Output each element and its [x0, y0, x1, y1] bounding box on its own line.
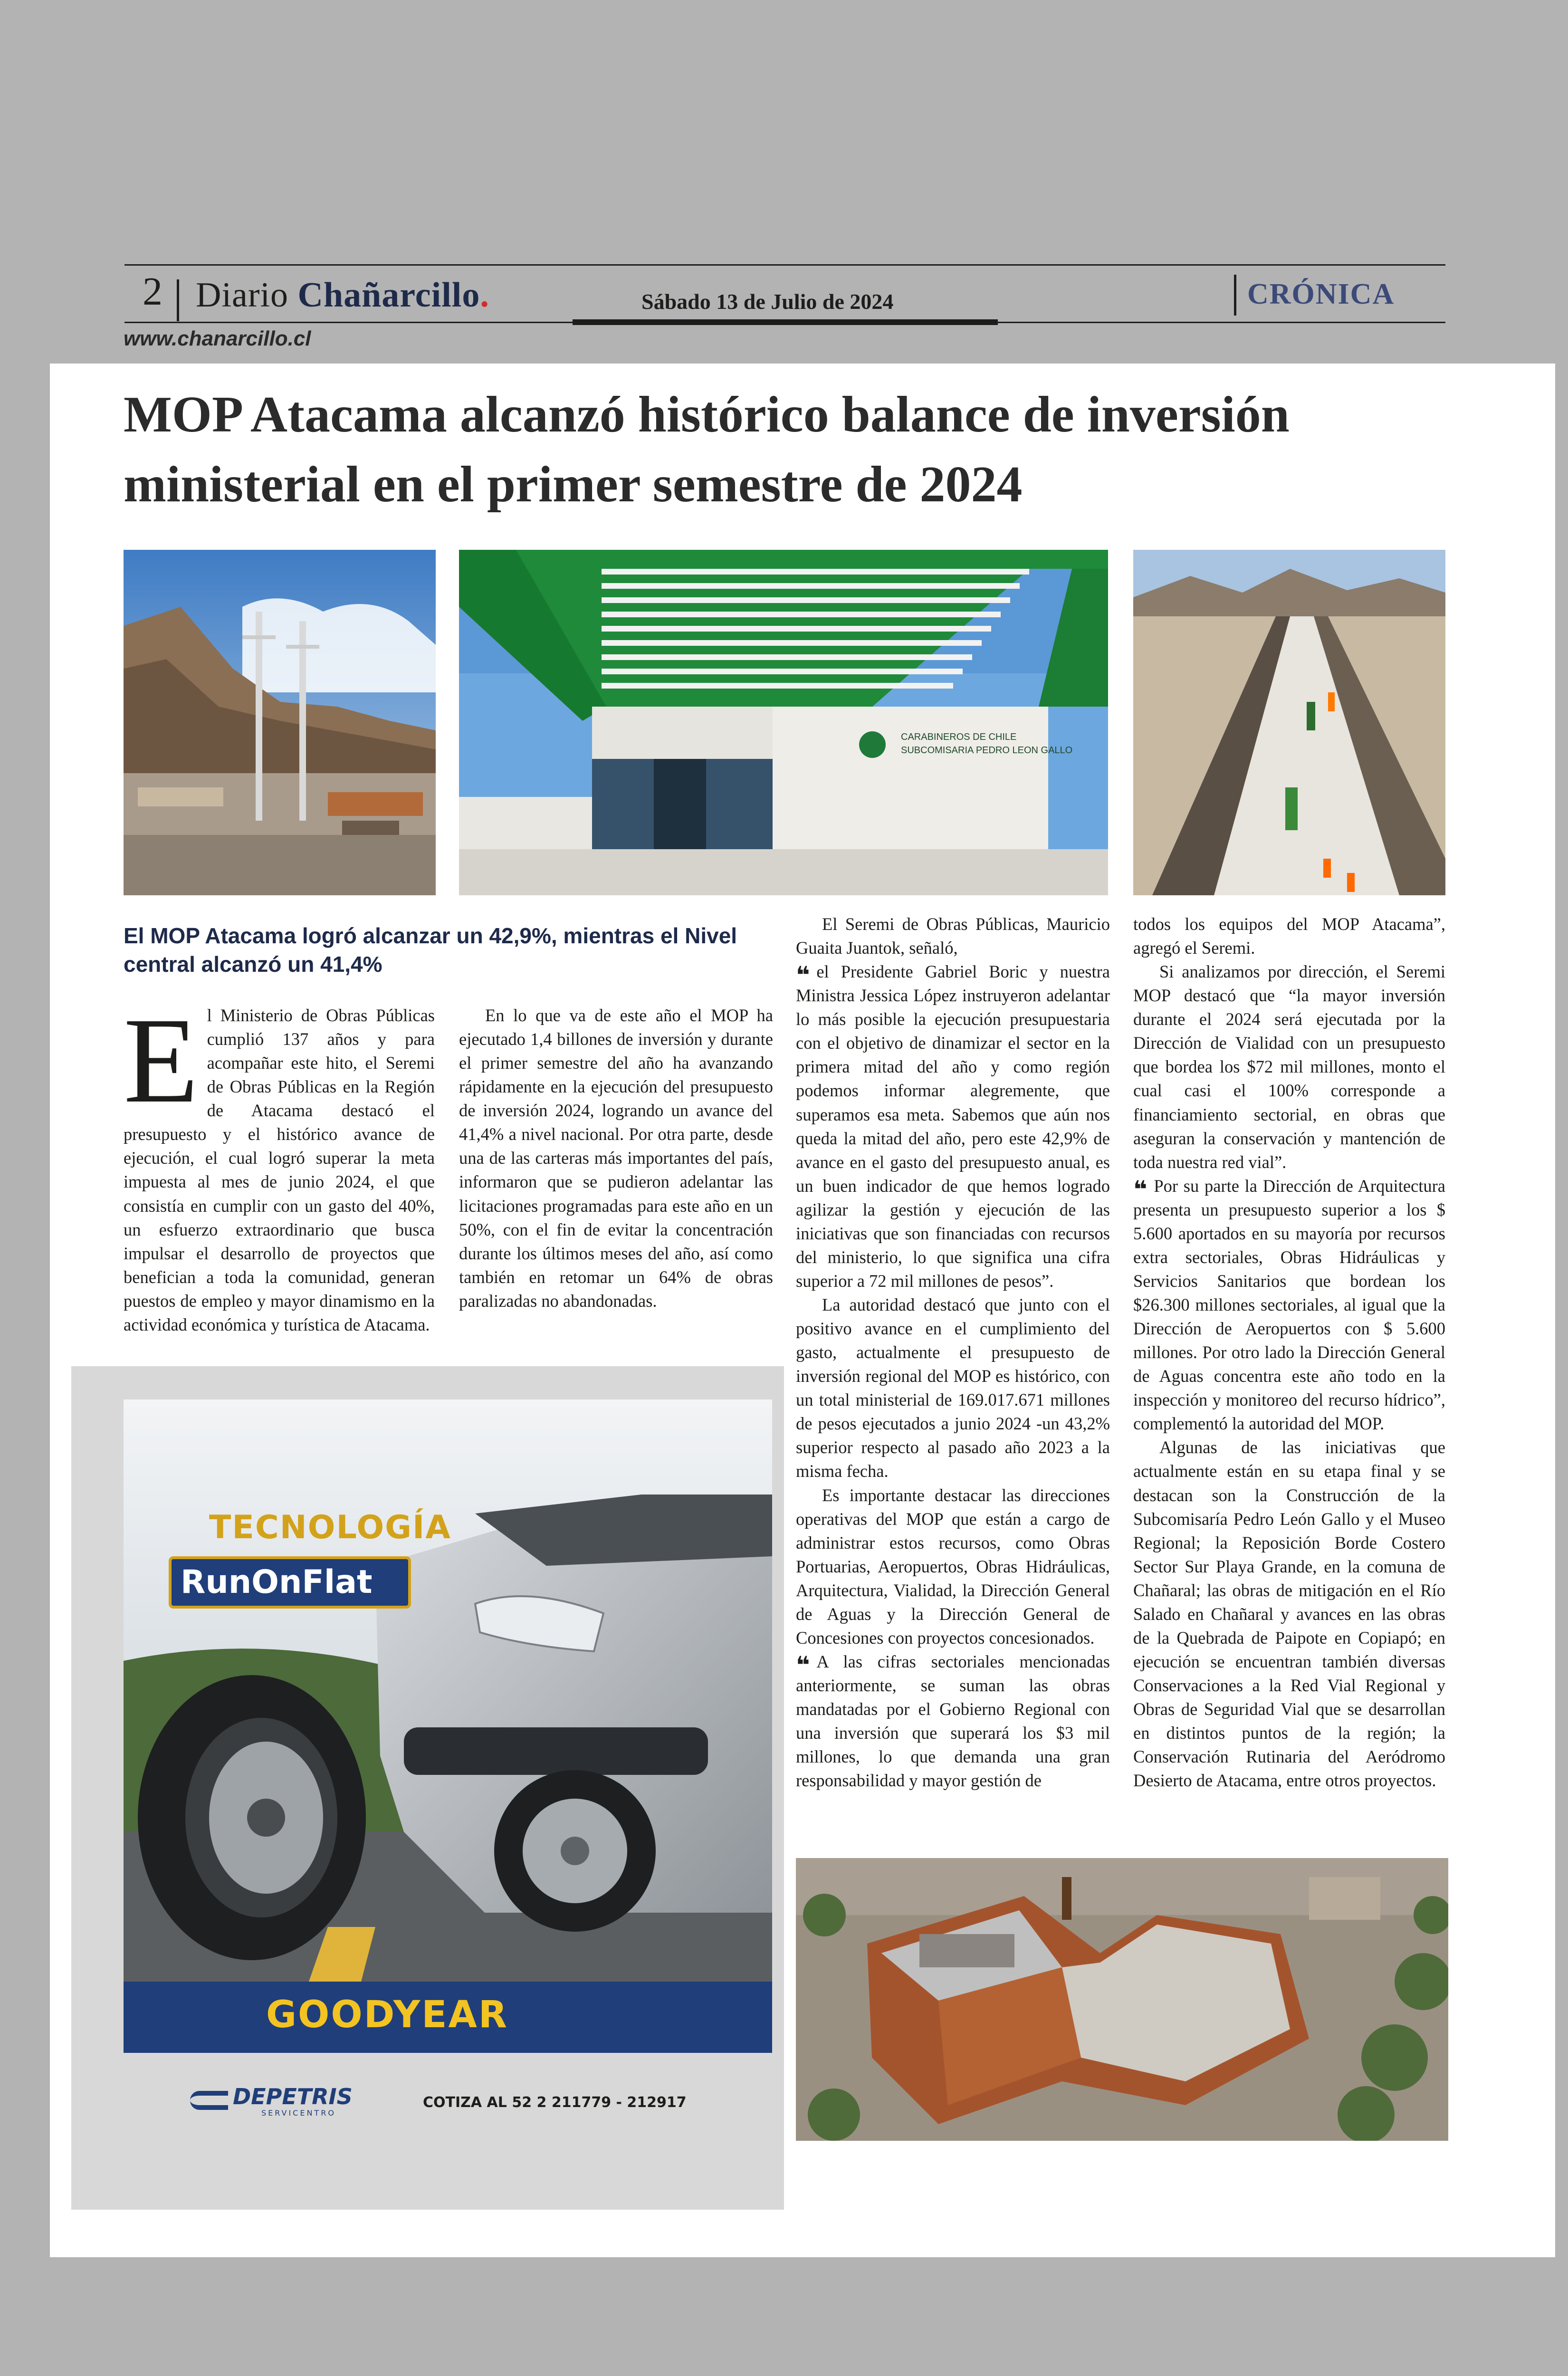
paper-name-main: Chañarcillo: [297, 276, 480, 315]
paper-name-dot: .: [480, 276, 489, 315]
paragraph: El Seremi de Obras Públicas, Mauricio Guaita Juantok, señaló,: [796, 914, 1110, 958]
text-column-2: [459, 1004, 773, 1313]
paragraph: En lo que va de este año el MOP ha ejecutado 1,4 billones de inversión y durante el primer semestre del año ha avanzando rápidamente en la ejecución del presupuesto de inversión 2024, logrando un avance del 41,4% a nivel nacional. Por otra parte, desde una de las carteras más importantes del país, informaron que se pudieron adelantar las licitaciones programadas para este año en un 50%, con el fin de evitar la concentración durante los últimos meses del año, así como también en retomar un 64% de obras paralizadas no abandonadas.: [459, 1006, 773, 1311]
paragraph-text: el Presidente Gabriel Boric y nuestra Ministra Jessica López instruyeron adelantar lo más posible la ejecución presupuestaria con el objetivo de dinamizar el sector en la primera mitad del año y como región podemos informar alegremente, que superamos esa meta. Sabemos que aún nos queda la mitad del año, pero este 42,9% de avance en el gasto del presupuesto anual, es un buen indicador de que hemos logrado agilizar la gestión y ejecución de las iniciativas que son financiadas con recursos del ministerio, lo que significa una cifra superior a 72 mil millones de pesos”.: [796, 962, 1110, 1291]
ad-artwork: [71, 1366, 784, 2210]
text-column-1: [124, 992, 435, 1337]
station-sign-line2: SUBCOMISARIA PEDRO LEON GALLO: [901, 745, 1073, 756]
photo-police-station: [459, 550, 1108, 895]
paragraph: Si analizamos por dirección, el Seremi MOP destacó que “la mayor inversión durante el 2024 será ejecutada por la Dirección de Vialidad con un presupuesto que bordea los $72 mil millones, monto el cual casi el 100% corresponde a financiamiento sectorial, en obras que aseguran la conservación y mantención de toda nuestra red vial”.: [1133, 962, 1445, 1172]
station-sign-line1: CARABINEROS DE CHILE: [901, 732, 1017, 742]
article-subhead: El MOP Atacama logró alcanzar un 42,9%, mientras el Nivel central alcanzó un 41,4%: [124, 923, 737, 977]
page-number-divider: [177, 279, 179, 321]
ad-runonflat-label: RunOnFlat: [181, 1563, 373, 1601]
article-headline: MOP Atacama alcanzó histórico balance de inversión ministerial en el primer semestre de 2024: [124, 386, 1290, 513]
quote-paragraph: [1133, 1174, 1445, 1436]
date-underline: [573, 319, 998, 325]
text-column-4: [1133, 912, 1445, 1792]
power-towers-image: [124, 550, 436, 895]
text-column-3: [796, 912, 1110, 1792]
quote-paragraph: [796, 1650, 1110, 1792]
photo-road-works: [1133, 550, 1445, 895]
page-number: 2: [143, 269, 163, 314]
section-name: CRÓNICA: [1247, 278, 1395, 310]
goodyear-advertisement[interactable]: [71, 1366, 784, 2210]
dealer-swoosh-icon: [190, 2091, 228, 2110]
paragraph-text: A las cifras sectoriales mencionadas anteriormente, se suman las obras mandatadas por el Gobierno Regional con una inversión que superará los $3 mil millones, lo que demanda una gran responsabilidad y mayor gestión de: [796, 1651, 1110, 1791]
paragraph: todos los equipos del MOP Atacama”, agregó el Seremi.: [1133, 914, 1445, 958]
quote-paragraph: [796, 960, 1110, 1293]
paper-name-prefix: Diario: [196, 276, 289, 315]
police-station-image: [459, 550, 1108, 895]
paragraph-text: l Ministerio de Obras Públicas cumplió 137 años y para acompañar este hito, el Seremi de Obras Públicas en la Región de Atacama destacó el presupuesto y el histórico avance de ejecución, el cual logró superar la meta impuesta al mes de junio 2024, el que consistía en cumplir con un gasto del 40%, un esfuerzo extraordinario que busca impulsar el desarrollo de proyectos que benefician a toda la comunidad, generan puestos de empleo y mayor dinamismo en la actividad económica y turística de Atacama.: [124, 1006, 435, 1334]
road-works-image: [1133, 550, 1445, 895]
photo-museum-aerial: [796, 1858, 1448, 2141]
paragraph: Algunas de las iniciativas que actualmente están en su etapa final y se destacan son la Construcción de la Subcomisaría Pedro León Gallo y el Museo Regional; la Reposición Borde Costero Sector Sur Playa Grande, en la comuna de Chañaral; las obras de mitigación en el Río Salado en Chañaral y avances en las obras de la Quebrada de Paipote en Copiapó; en ejecución se encuentran también diversas Conservaciones a la Red Vial Regional y Obras de Seguridad Vial que se desarrollan en distintos puntos de la región; la Conservación Rutinaria del Aeródromo Desierto de Atacama, entre otros proyectos.: [1133, 1437, 1445, 1791]
issue-date: Sábado 13 de Julio de 2024: [641, 289, 894, 314]
quote-mark-icon: ❝: [1133, 1175, 1147, 1203]
paragraph: [124, 992, 435, 1337]
header-top-rule: [124, 264, 1445, 266]
paragraph: Es importante destacar las direcciones operativas del MOP que están a cargo de administrar estos recursos, como Obras Portuarias, Aeropuertos, Obras Hidráulicas, Arquitectura, Vialidad, la Dirección General de Aguas y la Dirección General de Concesiones con proyectos concesionados.: [796, 1485, 1110, 1648]
quote-mark-icon: ❝: [796, 961, 810, 989]
paper-name: [196, 278, 489, 313]
quote-mark-icon: ❝: [796, 1651, 810, 1679]
website-url[interactable]: www.chanarcillo.cl: [124, 327, 311, 350]
ad-dealer-logo: [233, 2084, 353, 2109]
photo-power-towers: [124, 550, 436, 895]
ad-contact-phone[interactable]: COTIZA AL 52 2 211779 - 212917: [423, 2094, 687, 2111]
ad-dealer-subtitle: SERVICENTRO: [261, 2108, 336, 2117]
ad-dealer-name: DEPETRIS: [233, 2084, 353, 2109]
paragraph: La autoridad destacó que junto con el positivo avance en el cumplimiento del gasto, actualmente el presupuesto de inversión regional del MOP es histórico, con un total ministerial de 169.017.671 millones de pesos ejecutados a junio 2024 -un 43,2% superior respecto al pasado año 2023 a la misma fecha.: [796, 1295, 1110, 1481]
paragraph-text: Por su parte la Dirección de Arquitectura presenta un presupuesto superior a los $ 5.600 aportados en su mayoría por recursos extra sectoriales, Obras Hidráulicas y Servicios Sanitarios que bordean los $26.300 millones sectoriales, al igual que la Dirección de Aeropuertos con $ 5.600 millones. Por otro lado la Dirección General de Aguas concentra este año todo en la inspección y monitoreo del recurso hídrico”, complementó la autoridad del MOP.: [1133, 1176, 1445, 1434]
museum-aerial-image: [796, 1858, 1448, 2141]
ad-brand-logo: GOODYEAR: [266, 1993, 508, 2036]
drop-cap: E: [124, 992, 199, 1128]
ad-tecnologia-label: TECNOLOGÍA: [209, 1509, 451, 1546]
section-divider: [1234, 275, 1236, 316]
